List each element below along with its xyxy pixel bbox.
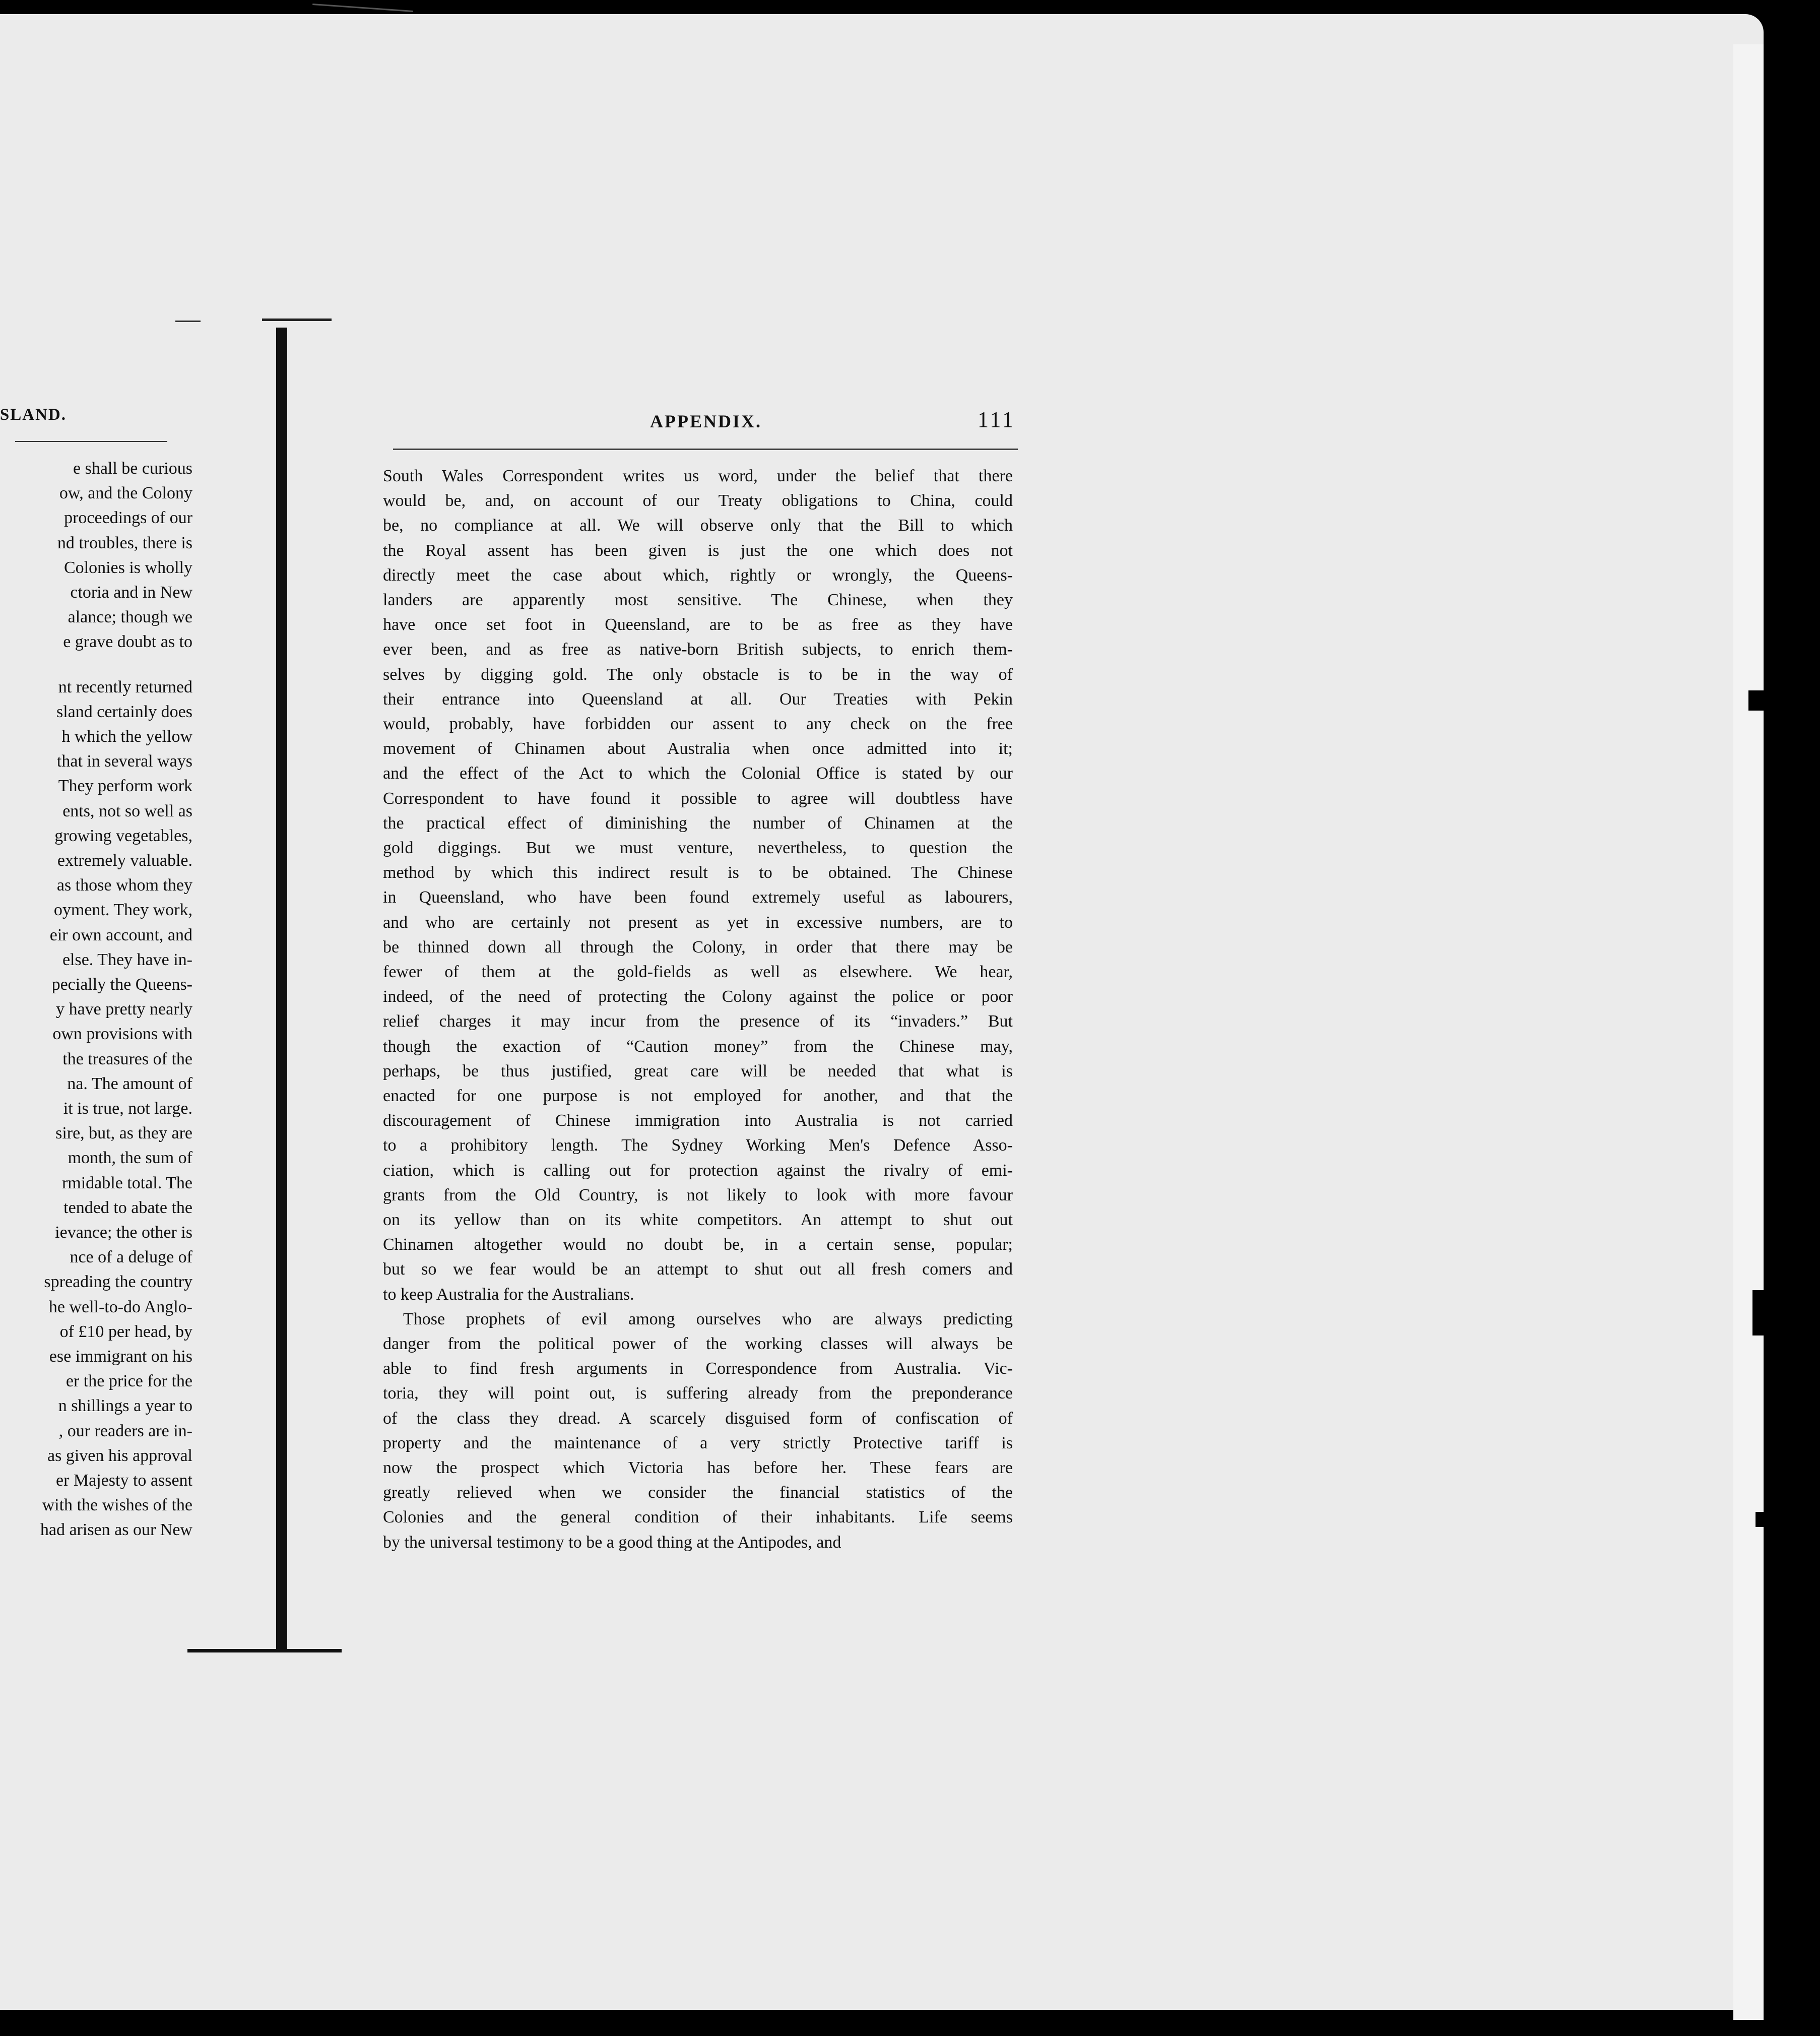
left-text-line: h which the yellow	[61, 727, 192, 746]
left-text-line: he well-to-do Anglo-	[48, 1297, 192, 1316]
text-line: Chinamen altogether would no doubt be, in a certain sense, popular;	[383, 1235, 1013, 1254]
text-line: and who are certainly not present as yet in excessive numbers, are to	[383, 913, 1013, 932]
text-line: the practical effect of diminishing the number of Chinamen at the	[383, 813, 1013, 833]
text-line: Colonies and the general condition of their inhabitants. Life seems	[383, 1508, 1013, 1527]
left-text-line: else. They have in-	[62, 950, 192, 969]
left-text-line: oyment. They work,	[53, 901, 192, 920]
text-line: be, no compliance at all. We will observe only that the Bill to which	[383, 516, 1013, 535]
text-line: ciation, which is calling out for protection against the rivalry of emi-	[383, 1161, 1013, 1180]
left-text-line: Colonies is wholly	[63, 558, 192, 577]
text-line: the Royal assent has been given is just the one which does not	[383, 541, 1013, 560]
left-text-line: ctoria and in New	[70, 583, 192, 602]
text-line: have once set foot in Queensland, are to be as free as they have	[383, 615, 1013, 634]
text-line: discouragement of Chinese immigration into Australia is not carried	[383, 1111, 1013, 1130]
text-line: able to find fresh arguments in Correspondence from Australia. Vic-	[383, 1359, 1013, 1378]
text-line: grants from the Old Country, is not likely to look with more favour	[383, 1185, 1013, 1204]
left-text-line: extremely valuable.	[57, 851, 192, 870]
divider-top-tick	[175, 321, 201, 322]
text-line: movement of Chinamen about Australia when once admitted into it;	[383, 739, 1013, 758]
left-text-line: ese immigrant on his	[49, 1347, 192, 1366]
text-line: their entrance into Queensland at all. Our Treaties with Pekin	[383, 689, 1013, 709]
page-gutter-bar	[276, 328, 287, 1650]
left-text-line: sland certainly does	[56, 702, 192, 721]
divider-bottom-cap	[187, 1649, 342, 1652]
text-line: though the exaction of “Caution money” from the Chinese may,	[383, 1037, 1013, 1056]
left-text-line: ents, not so well as	[62, 801, 192, 820]
text-line: on its yellow than on its white competitors. An attempt to shut out	[383, 1211, 1013, 1229]
text-line: to keep Australia for the Australians.	[383, 1285, 634, 1304]
left-text-line: with the wishes of the	[42, 1496, 192, 1515]
text-line: indeed, of the need of protecting the Colony against the police or poor	[383, 987, 1013, 1006]
left-running-head: SLAND.	[0, 406, 67, 424]
left-text-line: that in several ways	[56, 752, 192, 771]
text-line: directly meet the case about which, rightly or wrongly, the Queens-	[383, 565, 1013, 585]
header-rule	[393, 449, 1018, 450]
left-text-line: er the price for the	[66, 1372, 192, 1391]
text-line: by the universal testimony to be a good thing at the Antipodes, and	[383, 1533, 841, 1552]
scan-top-border	[0, 0, 1820, 14]
left-text-line: nd troubles, there is	[57, 533, 192, 552]
text-line: in Queensland, who have been found extremely useful as labourers,	[383, 888, 1013, 907]
left-page-fragment	[0, 0, 192, 2036]
left-text-line: ievance; the other is	[55, 1223, 192, 1242]
left-text-line: the treasures of the	[62, 1049, 192, 1068]
left-text-line: , our readers are in-	[58, 1421, 192, 1440]
left-text-line: growing vegetables,	[54, 826, 192, 845]
left-text-line: e grave doubt as to	[63, 632, 192, 652]
left-text-line: They perform work	[58, 777, 192, 796]
text-line: would be, and, on account of our Treaty obligations to China, could	[383, 491, 1013, 511]
text-line: selves by digging gold. The only obstacle is to be in the way of	[383, 665, 1013, 684]
left-text-line: e shall be curious	[73, 459, 192, 478]
text-line: gold diggings. But we must venture, nevertheless, to question the	[383, 839, 1013, 857]
text-line: would, probably, have forbidden our assent to any check on the free	[383, 715, 1013, 733]
left-text-line: alance; though we	[68, 608, 192, 627]
page-number: 111	[978, 407, 1015, 432]
left-text-line: it is true, not large.	[63, 1099, 192, 1118]
text-line: to a prohibitory length. The Sydney Working Men's Defence Asso-	[383, 1136, 1013, 1155]
left-text-line: y have pretty nearly	[56, 1000, 192, 1019]
text-line: now the prospect which Victoria has before her. These fears are	[383, 1458, 1013, 1477]
text-line: be thinned down all through the Colony, in order that there may be	[383, 937, 1013, 957]
left-text-line: own provisions with	[52, 1025, 192, 1044]
left-text-line: spreading the country	[44, 1272, 192, 1292]
left-text-line: as those whom they	[56, 876, 192, 895]
text-line: method by which this indirect result is to be obtained. The Chinese	[383, 863, 1013, 882]
left-text-line: nt recently returned	[58, 677, 192, 696]
running-head: APPENDIX.	[650, 411, 762, 431]
left-text-line: had arisen as our New	[40, 1520, 192, 1540]
text-line: danger from the political power of the working classes will always be	[383, 1334, 1013, 1353]
left-text-line: n shillings a year to	[58, 1396, 192, 1416]
text-line: property and the maintenance of a very strictly Protective tariff is	[383, 1433, 1013, 1452]
left-text-line: eir own account, and	[49, 925, 192, 944]
left-text-line: na. The amount of	[67, 1074, 192, 1093]
divider-top-cap	[262, 319, 332, 321]
text-line: but so we fear would be an attempt to shut out all fresh comers and	[383, 1260, 1013, 1279]
text-line: Correspondent to have found it possible to agree will doubtless have	[383, 789, 1013, 808]
text-line: enacted for one purpose is not employed for another, and that the	[383, 1087, 1013, 1105]
page-edge-highlight	[1733, 44, 1764, 2020]
text-line: greatly relieved when we consider the financial statistics of the	[383, 1483, 1013, 1502]
left-text-line: sire, but, as they are	[55, 1124, 192, 1143]
left-text-line: month, the sum of	[68, 1149, 192, 1168]
left-text-line: as given his approval	[47, 1446, 192, 1465]
left-text-line: nce of a deluge of	[70, 1248, 192, 1267]
left-text-line: rmidable total. The	[61, 1173, 192, 1192]
text-line: toria, they will point out, is suffering already from the preponderance	[383, 1384, 1013, 1403]
left-text-line: pecially the Queens-	[51, 975, 192, 994]
left-text-line: tended to abate the	[63, 1198, 192, 1217]
text-line: fewer of them at the gold-fields as well as elsewhere. We hear,	[383, 963, 1013, 981]
text-line: landers are apparently most sensitive. The Chinese, when they	[383, 591, 1013, 609]
text-line: Those prophets of evil among ourselves who are always predicting	[403, 1309, 1013, 1328]
text-line: and the effect of the Act to which the Colonial Office is stated by our	[383, 764, 1013, 783]
left-text-line: er Majesty to assent	[56, 1471, 192, 1490]
left-text-line: ow, and the Colony	[59, 484, 192, 503]
text-line: South Wales Correspondent writes us word, under the belief that there	[383, 467, 1013, 485]
text-line: relief charges it may incur from the presence of its “invaders.” But	[383, 1012, 1013, 1031]
text-line: ever been, and as free as native-born British subjects, to enrich them-	[383, 640, 1013, 659]
text-line: of the class they dread. A scarcely disguised form of confiscation of	[383, 1409, 1013, 1428]
left-text-line: proceedings of our	[64, 508, 192, 528]
left-header-rule	[15, 441, 167, 442]
left-text-line: of £10 per head, by	[59, 1322, 192, 1341]
text-line: perhaps, be thus justified, great care will be needed that what is	[383, 1061, 1013, 1080]
